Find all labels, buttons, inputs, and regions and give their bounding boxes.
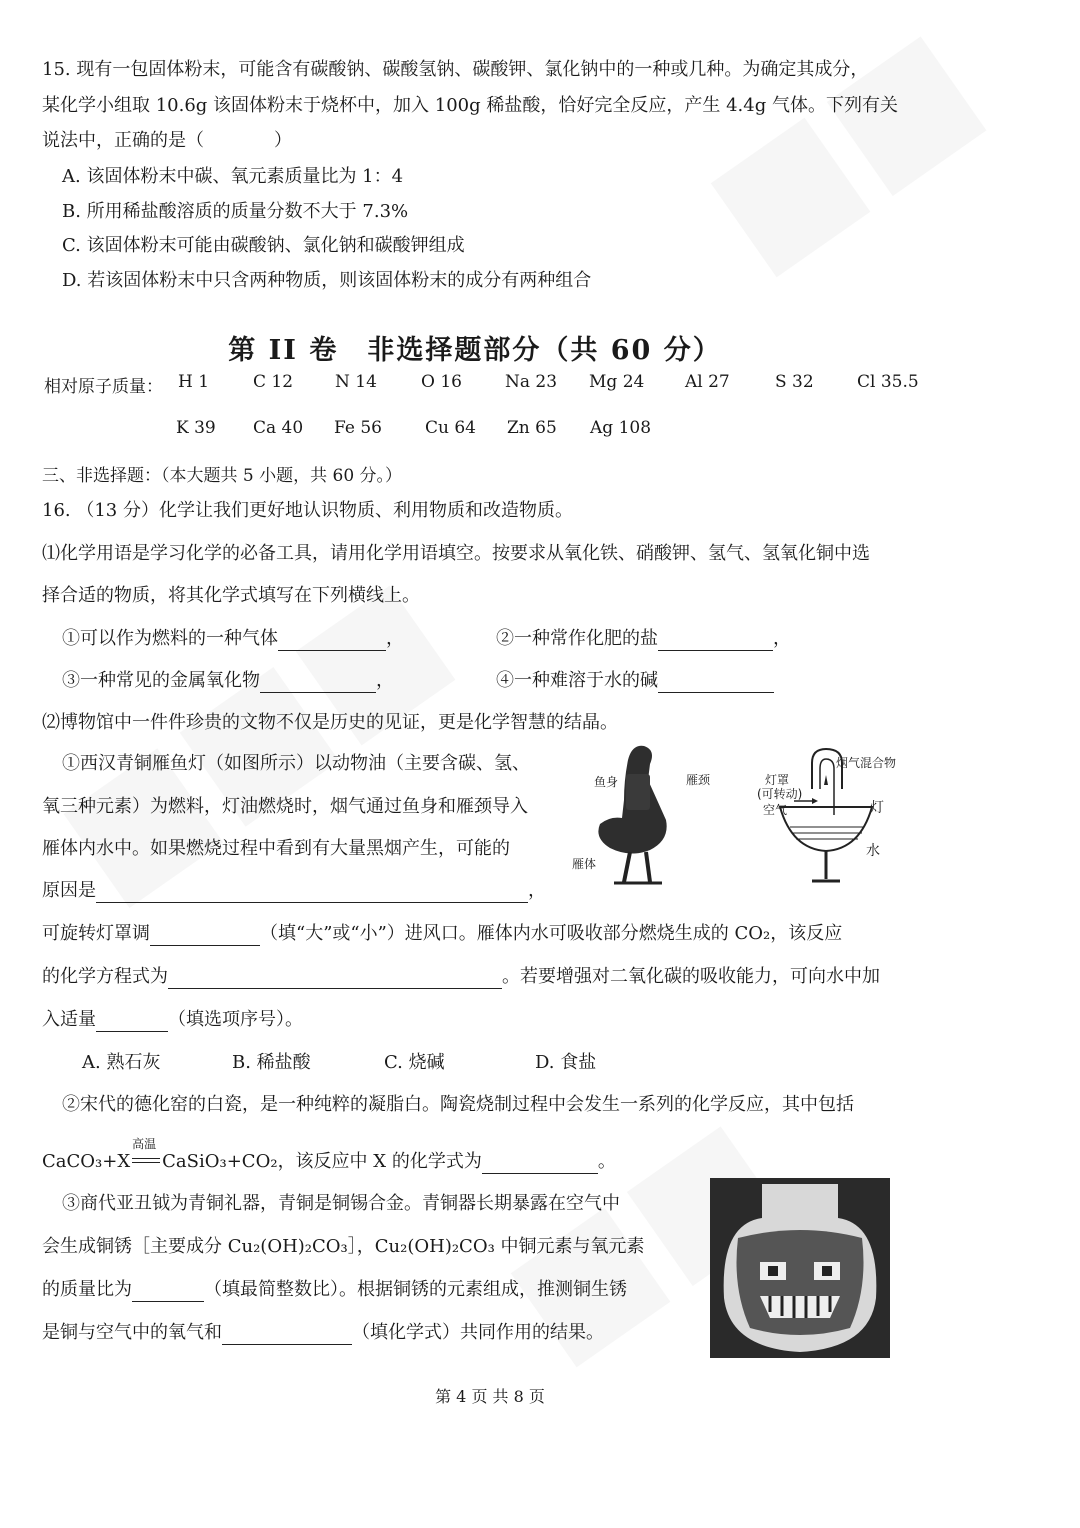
porcelain-line1: ②宋代的德化窑的白瓷，是一种纯粹的凝脂白。陶瓷烧制过程中会发生一系列的化学反应，其中包括: [62, 1094, 854, 1115]
equation-reactants: CaCO₃+X: [42, 1151, 131, 1172]
blank-2-text: ②一种常作化肥的盐: [496, 628, 658, 649]
q16-p1-line2: 择合适的物质，将其化学式填写在下列横线上。: [42, 585, 420, 606]
lamp-line7: [42, 1008, 303, 1032]
label-water: 水: [866, 843, 880, 859]
answer-blank[interactable]: [260, 674, 376, 693]
comma: ，: [386, 628, 404, 649]
part3-heading: 三、非选择题：（本大题共 5 小题，共 60 分。）: [42, 466, 403, 486]
q15-close-paren: ）: [274, 130, 292, 151]
q16-blank-4: [496, 669, 774, 693]
atomic-mass: S 32: [775, 372, 814, 392]
atomic-mass: Cu 64: [425, 418, 476, 438]
answer-blank[interactable]: [658, 674, 774, 693]
lamp-option-a: A. 熟石灰: [82, 1052, 161, 1073]
comma: ，: [376, 670, 394, 691]
select-label: 入适量: [42, 1009, 96, 1030]
equation-arrow: [130, 1137, 162, 1172]
q15-stem-line1: 15. 现有一包固体粉末，可能含有碳酸钠、碳酸氢钠、碳酸钾、氯化钠中的一种或几种。为确定其成分，: [42, 59, 869, 80]
comma: ，: [528, 880, 546, 901]
lamp-option-c: C. 烧碱: [384, 1052, 445, 1073]
porcelain-equation-line: [42, 1137, 616, 1174]
atomic-mass: Ag 108: [590, 418, 652, 438]
equation-products: CaSiO₃+CO₂: [162, 1151, 278, 1172]
lamp-line3: 雁体内水中。如果燃烧过程中看到有大量黑烟产生，可能的: [42, 838, 510, 859]
label-smoke-mixture: 烟气混合物: [836, 756, 897, 770]
q16-p2-intro: ⑵博物馆中一件件珍贵的文物不仅是历史的见证，更是化学智慧的结晶。: [42, 712, 618, 733]
bronze-line4: [42, 1321, 604, 1345]
lamp-line6: [42, 965, 880, 989]
q16-p1-line1: ⑴化学用语是学习化学的必备工具，请用化学用语填空。按要求从氧化铁、硝酸钾、氢气、氢氧化铜中选: [42, 543, 870, 564]
label-rotatable: (可转动): [757, 787, 803, 801]
atomic-mass: N 14: [335, 372, 377, 392]
q15-stem-text: 说法中，正确的是（: [42, 130, 204, 151]
select-rest: （填选项序号）。: [168, 1009, 303, 1030]
label-lamp-shade: 灯罩: [765, 773, 790, 787]
answer-blank[interactable]: [150, 927, 260, 946]
atomic-mass: C 12: [253, 372, 294, 392]
section-title: 第 II 卷 非选择题部分（共 60 分）: [228, 335, 722, 366]
answer-blank[interactable]: [132, 1283, 204, 1302]
atomic-mass: Zn 65: [507, 418, 557, 438]
lamp-reason-label: 原因是: [42, 880, 96, 901]
answer-blank[interactable]: [96, 884, 528, 903]
rust-rest: （填化学式）共同作用的结果。: [352, 1322, 604, 1343]
bronze-line1: ③商代亚丑钺为青铜礼器，青铜是铜锡合金。青铜器长期暴露在空气中: [62, 1193, 620, 1214]
atomic-mass: K 39: [176, 418, 216, 438]
lamp-adjust-text: 可旋转灯罩调: [42, 923, 150, 944]
label-goose-neck: 雁颈: [686, 773, 711, 787]
period: 。: [597, 1151, 616, 1172]
q15-option-a: A. 该固体粉末中碳、氧元素质量比为 1：4: [62, 166, 404, 187]
atomic-mass-label: 相对原子质量：: [44, 377, 163, 397]
blank-1-text: ①可以作为燃料的一种气体: [62, 628, 278, 649]
label-lamp: 灯: [870, 800, 884, 816]
atomic-mass: Ca 40: [253, 418, 304, 438]
q15-option-b: B. 所用稀盐酸溶质的质量分数不大于 7.3%: [62, 201, 409, 222]
q15-option-d: D. 若该固体粉末中只含两种物质，则该固体粉末的成分有两种组合: [62, 270, 592, 291]
atomic-mass: H 1: [178, 372, 210, 392]
comma: ，: [773, 628, 791, 649]
lamp-option-d: D. 食盐: [535, 1052, 597, 1073]
answer-blank[interactable]: [482, 1155, 598, 1174]
atomic-mass: Mg 24: [589, 372, 645, 392]
porcelain-question: ，该反应中 X 的化学式为: [277, 1151, 482, 1172]
atomic-mass: Al 27: [685, 372, 730, 392]
lamp-line5: [42, 922, 842, 946]
label-goose-body: 雁体: [572, 857, 597, 871]
answer-blank[interactable]: [658, 632, 773, 651]
blank-3-text: ③一种常见的金属氧化物: [62, 670, 260, 691]
label-fish-body: 鱼身: [594, 775, 619, 789]
rust-label: 是铜与空气中的氧气和: [42, 1322, 222, 1343]
watermark: [676, 0, 1008, 300]
lamp-line2: 氧三种元素）为燃料，灯油燃烧时，烟气通过鱼身和雁颈导入: [42, 796, 528, 817]
equation-rest: 。若要增强对二氧化碳的吸收能力，可向水中加: [502, 966, 880, 987]
q15-stem-line2: 某化学小组取 10.6g 该固体粉末于烧杯中，加入 100g 稀盐酸，恰好完全反应，产生 4.4g 气体。下列有关: [42, 95, 898, 116]
atomic-mass: Na 23: [505, 372, 558, 392]
q16-blank-3: [62, 669, 394, 693]
answer-blank[interactable]: [168, 970, 502, 989]
equation-condition: 高温: [132, 1137, 157, 1151]
atomic-mass: Fe 56: [334, 418, 382, 438]
answer-blank[interactable]: [222, 1326, 352, 1345]
answer-blank[interactable]: [96, 1013, 168, 1032]
lamp-adjust-rest: （填“大”或“小”）进风口。雁体内水可吸收部分燃烧生成的 CO₂，该反应: [260, 923, 843, 944]
page-footer: 第 4 页 共 8 页: [435, 1387, 545, 1406]
blank-4-text: ④一种难溶于水的碱: [496, 670, 658, 691]
atomic-mass: O 16: [421, 372, 462, 392]
bronze-yue-axe-photo: [710, 1178, 890, 1358]
answer-blank[interactable]: [278, 632, 386, 651]
q16-blank-1: [62, 627, 404, 651]
mass-ratio-rest: （填最简整数比）。根据铜锈的元素组成，推测铜生锈: [204, 1279, 627, 1300]
q15-option-c: C. 该固体粉末可能由碳酸钠、氯化钠和碳酸钾组成: [62, 235, 465, 256]
q16-blank-2: [496, 627, 791, 651]
atomic-mass: Cl 35.5: [857, 372, 919, 392]
label-air: 空气: [763, 803, 788, 817]
q15-stem-line3: [42, 129, 292, 153]
lamp-option-b: B. 稀盐酸: [232, 1052, 311, 1073]
equation-label: 的化学方程式为: [42, 966, 168, 987]
q16-stem: 16. （13 分）化学让我们更好地认识物质、利用物质和改造物质。: [42, 500, 573, 521]
lamp-line4: [42, 879, 546, 903]
mass-ratio-label: 的质量比为: [42, 1279, 132, 1300]
bronze-line3: [42, 1278, 627, 1302]
bronze-line2: 会生成铜锈［主要成分 Cu₂(OH)₂CO₃］，Cu₂(OH)₂CO₃ 中铜元素与氧元素: [42, 1236, 645, 1257]
lamp-line1: ①西汉青铜雁鱼灯（如图所示）以动物油（主要含碳、氢、: [62, 753, 530, 774]
